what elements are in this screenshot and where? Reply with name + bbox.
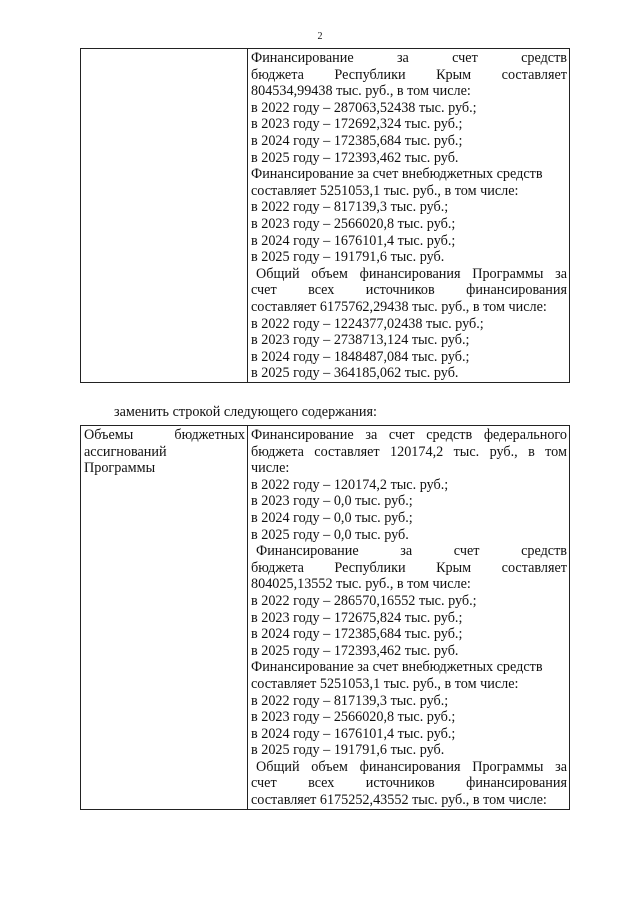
table-row <box>81 49 570 383</box>
table-cell-funding <box>248 426 570 810</box>
funding-line: счет всех источников финансирования <box>251 282 567 299</box>
funding-line: числе: <box>251 460 290 477</box>
funding-line: бюджета Республики Крым составляет <box>251 559 567 576</box>
funding-line: бюджета составляет 120174,2 тыс. руб., в том <box>251 443 567 460</box>
funding-line: Финансирование за счет средств <box>256 543 567 560</box>
funding-line: в 2023 году – 172675,824 тыс. руб.; <box>251 609 463 626</box>
funding-line: Финансирование за счет средств <box>251 50 567 66</box>
funding-line: в 2024 году – 172385,684 тыс. руб.; <box>251 626 463 643</box>
funding-line: в 2022 году – 1224377,02438 тыс. руб.; <box>251 315 484 332</box>
funding-line: в 2023 году – 172692,324 тыс. руб.; <box>251 116 463 133</box>
funding-table-new <box>80 425 570 810</box>
label-line: ассигнований <box>84 443 167 460</box>
funding-line: в 2025 году – 364185,062 тыс. руб. <box>251 365 459 382</box>
funding-line: в 2025 году – 0,0 тыс. руб. <box>251 526 409 543</box>
funding-line: в 2025 году – 172393,462 тыс. руб. <box>251 642 459 659</box>
funding-line: Общий объем финансирования Программы за <box>256 265 567 282</box>
funding-line: 804025,13552 тыс. руб., в том числе: <box>251 576 471 593</box>
funding-line: в 2024 году – 1848487,084 тыс. руб.; <box>251 348 470 365</box>
page-number: 2 <box>317 31 323 42</box>
funding-line: в 2025 году – 191791,6 тыс. руб. <box>251 249 445 266</box>
funding-line: в 2022 году – 287063,52438 тыс. руб.; <box>251 99 477 116</box>
table-cell-label <box>81 49 248 383</box>
funding-line: в 2022 году – 817139,3 тыс. руб.; <box>251 692 449 709</box>
funding-line: счет всех источников финансирования <box>251 775 567 792</box>
funding-line: в 2023 году – 2738713,124 тыс. руб.; <box>251 332 470 349</box>
funding-line: в 2023 году – 0,0 тыс. руб.; <box>251 493 413 510</box>
funding-text-old <box>248 49 569 382</box>
table-row <box>81 426 570 810</box>
label-text <box>81 426 247 477</box>
funding-line: в 2024 году – 1676101,4 тыс. руб.; <box>251 232 456 249</box>
funding-line: в 2024 году – 0,0 тыс. руб.; <box>251 509 413 526</box>
funding-line: в 2022 году – 120174,2 тыс. руб.; <box>251 476 449 493</box>
funding-text-new <box>248 426 569 809</box>
funding-line: Финансирование за счет средств федерального <box>251 427 567 443</box>
label-line: Объемы бюджетных <box>84 427 245 443</box>
funding-line: Финансирование за счет внебюджетных средств <box>251 659 543 676</box>
funding-line: в 2025 году – 172393,462 тыс. руб. <box>251 149 459 166</box>
funding-line: в 2023 году – 2566020,8 тыс. руб.; <box>251 215 456 232</box>
table-cell-label <box>81 426 248 810</box>
funding-line: Общий объем финансирования Программы за <box>256 758 567 775</box>
funding-line: составляет 5251053,1 тыс. руб., в том числе: <box>251 182 519 199</box>
funding-line: в 2023 году – 2566020,8 тыс. руб.; <box>251 709 456 726</box>
replace-instruction: заменить строкой следующего содержания: <box>114 404 377 420</box>
table-cell-funding <box>248 49 570 383</box>
funding-line: составляет 5251053,1 тыс. руб., в том числе: <box>251 675 519 692</box>
funding-line: составляет 6175762,29438 тыс. руб., в том числе: <box>251 298 547 315</box>
funding-line: составляет 6175252,43552 тыс. руб., в том числе: <box>251 792 547 809</box>
funding-line: в 2022 году – 817139,3 тыс. руб.; <box>251 199 449 216</box>
funding-line: в 2024 году – 172385,684 тыс. руб.; <box>251 132 463 149</box>
label-line: Программы <box>84 460 156 477</box>
funding-line: бюджета Республики Крым составляет <box>251 66 567 83</box>
funding-line: в 2022 году – 286570,16552 тыс. руб.; <box>251 592 477 609</box>
funding-table-old <box>80 48 570 383</box>
funding-line: в 2025 году – 191791,6 тыс. руб. <box>251 742 445 759</box>
funding-line: 804534,99438 тыс. руб., в том числе: <box>251 83 471 100</box>
funding-line: Финансирование за счет внебюджетных средств <box>251 166 543 183</box>
funding-line: в 2024 году – 1676101,4 тыс. руб.; <box>251 725 456 742</box>
